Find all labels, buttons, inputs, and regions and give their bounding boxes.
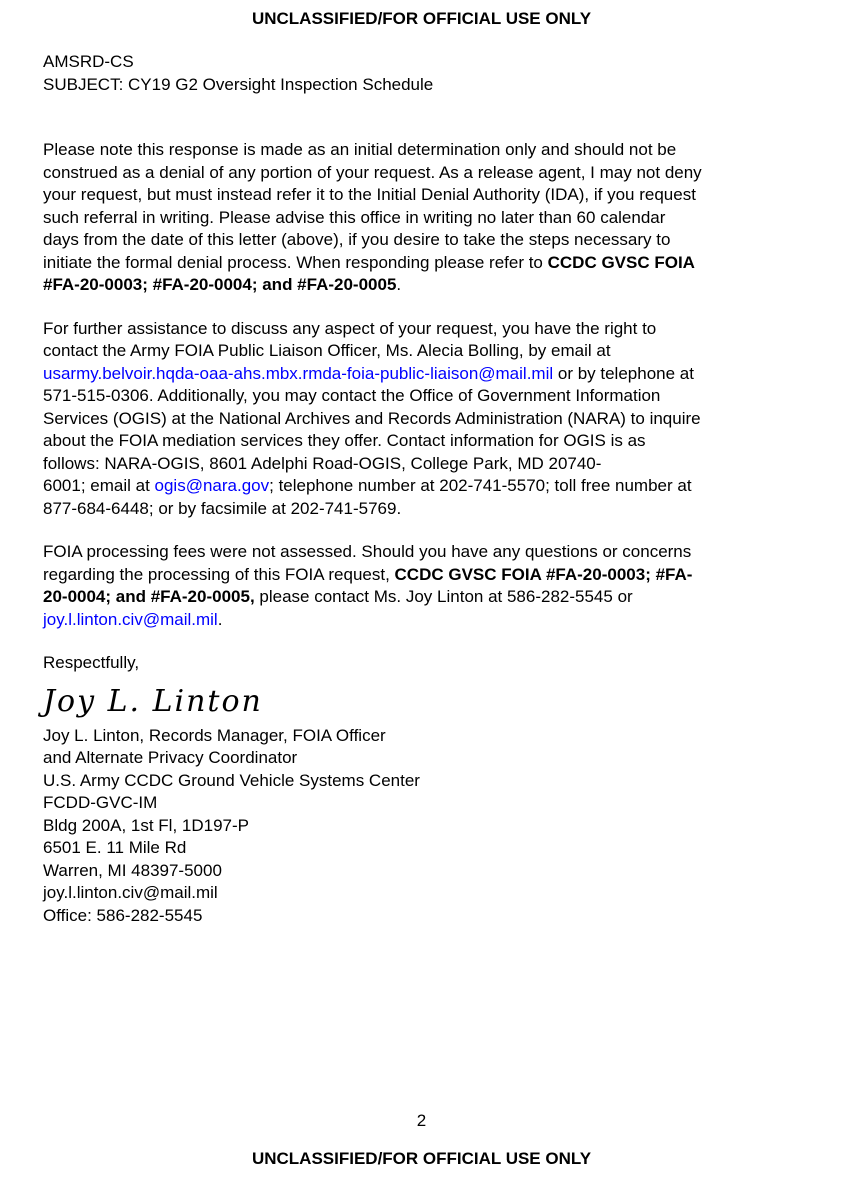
- text-line: [43, 207, 833, 230]
- text-line: [43, 498, 833, 521]
- body-text: ; telephone number at 202-741-5570; toll free number at: [269, 476, 692, 495]
- classification-banner-bottom: UNCLASSIFIED/FOR OFFICIAL USE ONLY: [251, 1149, 592, 1168]
- signature-block-line: joy.l.linton.civ@mail.mil: [43, 883, 218, 902]
- body-text: For further assistance to discuss any aspect of your request, you have the right to: [43, 318, 657, 338]
- signature-block-line: Office: 586-282-5545: [43, 905, 203, 925]
- body-text: initiate the formal denial process. When responding please refer to: [43, 252, 548, 272]
- text-line: [43, 408, 833, 431]
- body-text: or by telephone at: [553, 363, 694, 383]
- text-line: [43, 586, 833, 609]
- body-text: your request, but must instead refer it to the Initial Denial Authority (IDA), if you request: [43, 185, 696, 204]
- body-text: Services (OGIS) at the National Archives and Records Administration (NARA) to inquire: [43, 408, 701, 428]
- page-number: 2: [416, 1111, 427, 1130]
- signature-block-line: 6501 E. 11 Mile Rd: [43, 838, 187, 857]
- bold-text: 20-0004; and #FA-20-0005,: [43, 587, 255, 606]
- body-paragraphs: [43, 139, 833, 631]
- closing-line: Respectfully,: [43, 653, 140, 672]
- body-text: FOIA processing fees were not assessed. Should you have any questions or concerns: [43, 542, 692, 561]
- text-line: [43, 139, 833, 162]
- body-text: please contact Ms. Joy Linton at 586-282-5545 or: [254, 587, 633, 606]
- body-text: days from the date of this letter (above), if you desire to take the steps necessary to: [43, 230, 671, 249]
- signature-block: [43, 725, 833, 928]
- paragraph: [43, 139, 833, 297]
- subject-line: SUBJECT: CY19 G2 Oversight Inspection Schedule: [43, 74, 434, 94]
- text-line: [43, 318, 833, 341]
- body-text: .: [217, 609, 223, 629]
- signature-block-line: Warren, MI 48397-5000: [43, 860, 222, 880]
- signature-block-line: U.S. Army CCDC Ground Vehicle Systems Center: [43, 770, 420, 790]
- body-text: regarding the processing of this FOIA request,: [43, 564, 395, 584]
- letterhead: [43, 51, 823, 96]
- body-text: about the FOIA mediation services they offer. Contact information for OGIS is as: [43, 431, 646, 450]
- signature-block-line: FCDD-GVC-IM: [43, 793, 158, 812]
- bold-text: CCDC GVSC FOIA: [547, 252, 695, 272]
- classification-banner-top: UNCLASSIFIED/FOR OFFICIAL USE ONLY: [251, 9, 592, 28]
- text-line: [43, 184, 833, 207]
- text-line: [43, 475, 833, 498]
- email-link[interactable]: ogis@nara.gov: [154, 476, 270, 495]
- body-text: contact the Army FOIA Public Liaison Officer, Ms. Alecia Bolling, by email at: [43, 341, 611, 360]
- text-line: [43, 564, 833, 587]
- email-link[interactable]: usarmy.belvoir.hqda-oaa-ahs.mbx.rmda-foia-public-liaison@mail.mil: [43, 363, 554, 383]
- signature-block-line: Joy L. Linton, Records Manager, FOIA Officer: [43, 725, 386, 745]
- body-text: Please note this response is made as an initial determination only and should not be: [43, 140, 677, 159]
- paragraph: [43, 541, 833, 631]
- body-text: .: [396, 275, 402, 294]
- body-text: follows: NARA-OGIS, 8601 Adelphi Road-OGIS, College Park, MD 20740-: [43, 453, 602, 473]
- text-line: [43, 430, 833, 453]
- text-line: [43, 162, 833, 185]
- body-text: 571-515-0306. Additionally, you may contact the Office of Government Information: [43, 386, 661, 405]
- text-line: [43, 274, 833, 297]
- text-line: [43, 609, 833, 632]
- signature-script: Joy L. Linton: [43, 683, 263, 719]
- email-link[interactable]: joy.l.linton.civ@mail.mil: [43, 609, 218, 629]
- paragraph: [43, 318, 833, 521]
- body-text: construed as a denial of any portion of your request. As a release agent, I may not deny: [43, 162, 702, 182]
- body-text: 877-684-6448; or by facsimile at 202-741-5769.: [43, 498, 402, 518]
- body-text: such referral in writing. Please advise this office in writing no later than 60 calendar: [43, 207, 666, 227]
- bold-text: CCDC GVSC FOIA #FA-20-0003; #FA-: [394, 564, 693, 584]
- text-line: [43, 541, 833, 564]
- signature-block-line: and Alternate Privacy Coordinator: [43, 748, 298, 767]
- text-line: [43, 252, 833, 275]
- office-symbol-line: AMSRD-CS: [43, 52, 134, 71]
- body-text: 6001; email at: [43, 476, 155, 495]
- bold-text: #FA-20-0003; #FA-20-0004; and #FA-20-0005: [43, 275, 397, 294]
- letter-body: [43, 139, 833, 927]
- text-line: [43, 363, 833, 386]
- text-line: [43, 385, 833, 408]
- text-line: [43, 229, 833, 252]
- signature-block-line: Bldg 200A, 1st Fl, 1D197-P: [43, 815, 250, 835]
- text-line: [43, 340, 833, 363]
- text-line: [43, 453, 833, 476]
